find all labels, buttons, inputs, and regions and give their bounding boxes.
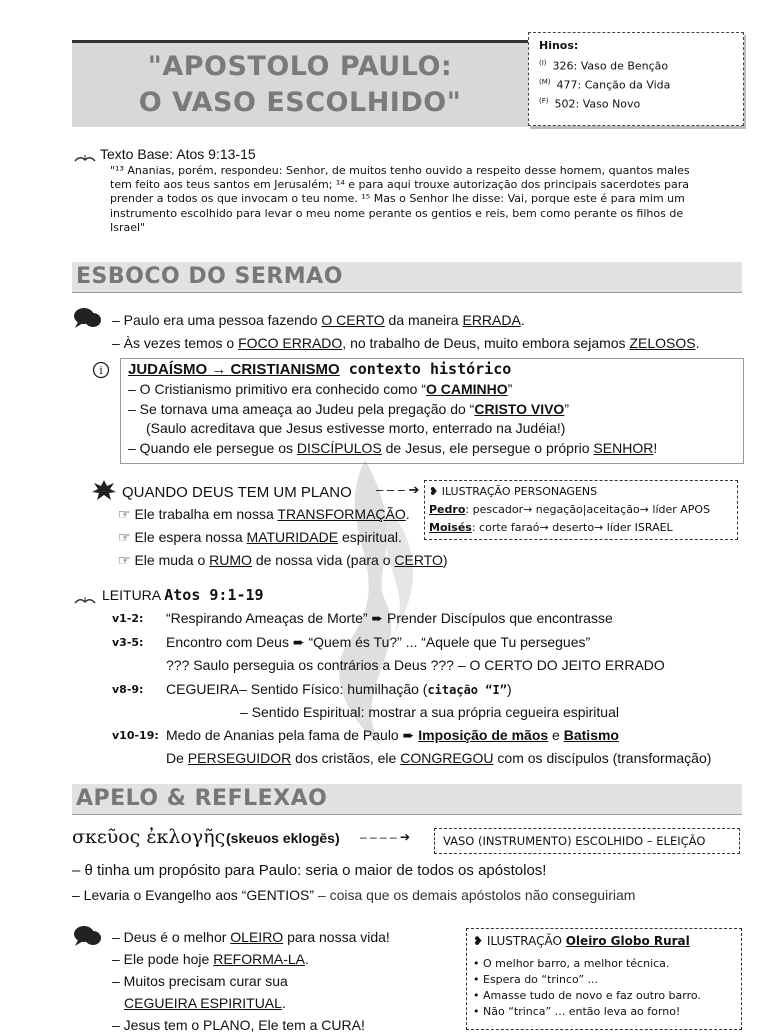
- hinos-header: Hinos:: [539, 39, 579, 52]
- apelo-bullet-2: – Ele pode hoje REFORMA-LA.: [112, 951, 309, 967]
- leitura-row-7: De PERSEGUIDOR dos cristãos, ele CONGREGOU com os discípulos (transformação): [166, 750, 712, 766]
- svg-text:i: i: [99, 364, 103, 377]
- oleiro-item: • Não “trinca” ... então leva ao forno!: [473, 1005, 681, 1018]
- ilustracao-row-2: Moisés: corte faraó→ deserto→ líder ISRAEL: [429, 521, 673, 534]
- greek-translit: (skeuos eklogēs): [226, 830, 340, 846]
- book-icon: [74, 148, 96, 167]
- verse-ref: v1-2:: [112, 612, 144, 625]
- plano-heading: QUANDO DEUS TEM UM PLANO: [122, 484, 352, 501]
- contexto-line-4: – Quando ele persegue os DISCÍPULOS de Jesus, ele persegue o próprio SENHOR!: [128, 440, 658, 456]
- ilustracao-row-1: Pedro: pescador→ negação|aceitação→ líder APOS: [429, 503, 711, 516]
- speech-bubbles-icon: [72, 306, 102, 334]
- title-line-2: O VASO ESCOLHIDO": [138, 87, 462, 118]
- pointer-icon: ☞: [118, 506, 135, 522]
- oleiro-item: • Amasse tudo de novo e faz outro barro.: [473, 989, 701, 1002]
- apelo-bullet-3b: CEGUEIRA ESPIRITUAL.: [124, 995, 286, 1011]
- verse-ref: v8-9:: [112, 683, 144, 696]
- ilustracao-personagens-box: [424, 480, 738, 540]
- contexto-line-3: (Saulo acreditava que Jesus estivesse morto, enterrado na Judéia!): [146, 420, 566, 436]
- oleiro-title: ❥ ILUSTRAÇÃO Oleiro Globo Rural: [473, 934, 690, 948]
- ilustracao-oleiro-box: [466, 928, 742, 1030]
- apelo-bullet-3: – Muitos precisam curar sua: [112, 973, 288, 989]
- greek-term: σκεῦος ἐκλογῆς: [72, 826, 226, 848]
- ilustracao-title: ❥ ILUSTRAÇÃO PERSONAGENS: [429, 485, 598, 498]
- contexto-line-2: – Se tornava uma ameaça ao Judeu pela pregação do “CRISTO VIVO”: [128, 401, 569, 417]
- leitura-row-3: ??? Saulo perseguia os contrários a Deus ??? – O CERTO DO JEITO ERRADO: [166, 657, 665, 673]
- vaso-text: VASO (INSTRUMENTO) ESCOLHIDO – ELEIÇÃO: [443, 834, 706, 848]
- book-icon: [74, 590, 96, 609]
- apelo-bullet-4: – Jesus tem o PLANO, Ele tem a CURA!: [112, 1017, 365, 1033]
- hino-item: $^{(F)}$ 502: Vaso Novo: [539, 97, 641, 111]
- dashed-arrow-icon: – – – ➔: [376, 482, 420, 497]
- leitura-row-4: CEGUEIRA– Sentido Físico: humilhação (citação “I”): [166, 681, 512, 697]
- speech-bubbles-icon: [72, 924, 102, 952]
- vaso-box: [434, 828, 740, 854]
- pointer-icon: ☞: [118, 529, 135, 545]
- apelo-bullet-1: – Deus é o melhor OLEIRO para nossa vida!: [112, 929, 390, 945]
- speech-icon: ❥: [429, 485, 439, 498]
- verse-ref: v3-5:: [112, 636, 144, 649]
- apelo-line-2: – Levaria o Evangelho aos “GENTIOS” – coisa que os demais apóstolos não conseguiriam: [72, 887, 636, 903]
- plano-item-2: ☞ Ele espera nossa MATURIDADE espiritual.: [118, 529, 402, 545]
- title-line-1: "APOSTOLO PAULO:: [147, 51, 453, 82]
- oleiro-item: • Espera do “trinco” ...: [473, 973, 599, 986]
- leitura-row-5: – Sentido Espiritual: mostrar a sua própria cegueira espiritual: [240, 704, 619, 720]
- hino-item: $^{(M)}$ 477: Canção da Vida: [539, 78, 671, 92]
- verse-ref: v10-19:: [112, 729, 159, 742]
- apelo-heading: APELO & REFLEXAO: [72, 784, 742, 815]
- contexto-title: JUDAÍSMO → CRISTIANISMO contexto histórico: [128, 360, 512, 378]
- contexto-line-1: – O Cristianismo primitivo era conhecido como “O CAMINHO”: [128, 381, 513, 397]
- leitura-label: LEITURA Atos 9:1-19: [102, 586, 264, 604]
- hinos-box: [528, 32, 744, 126]
- info-icon: [92, 361, 110, 383]
- leitura-row-2: Encontro com Deus ➨ “Quem és Tu?” ... “Aquele que Tu persegues”: [166, 634, 591, 650]
- leitura-row-1: “Respirando Ameaças de Morte” ➨ Prender Discípulos que encontrasse: [166, 610, 613, 626]
- apelo-line-1: – θ tinha um propósito para Paulo: seria o maior de todos os apóstolos!: [72, 862, 547, 879]
- title-box: [72, 40, 528, 127]
- hino-item: $^{(I)}$ 326: Vaso de Benção: [539, 59, 669, 73]
- dashed-arrow-icon: – – – – ➔: [360, 830, 411, 844]
- speech-icon: ❥: [473, 934, 484, 948]
- esboco-line-1: – Paulo era uma pessoa fazendo O CERTO da maneira ERRADA.: [112, 312, 525, 328]
- esboco-heading: ESBOCO DO SERMAO: [72, 262, 742, 293]
- texto-base-verse: "¹³ Ananias, porém, respondeu: Senhor, de muitos tenho ouvido a respeito desse homem, quantos males tem feito aos teus santos em Jerusalém; ¹⁴ e para aqui trouxe autorização dos principais sacerdotes para prender a todos os que invocam o teu nome. ¹⁵ Mas o Senhor lhe disse: Vai, porque este é para mim um instrumento escolhido para levar o meu nome perante os gentios e reis, bem como perante os filhos de Israel": [110, 164, 690, 234]
- burst-icon: [92, 480, 116, 504]
- oleiro-item: • O melhor barro, a melhor técnica.: [473, 957, 670, 970]
- esboco-line-2: – Às vezes temos o FOCO ERRADO, no trabalho de Deus, muito embora sejamos ZELOSOS.: [112, 335, 700, 351]
- pointer-icon: ☞: [118, 552, 135, 568]
- plano-item-3: ☞ Ele muda o RUMO de nossa vida (para o CERTO): [118, 552, 448, 568]
- leitura-row-6: Medo de Ananias pela fama de Paulo ➨ Imposição de mãos e Batismo: [166, 727, 619, 743]
- texto-base-label: Texto Base: Atos 9:13-15: [100, 146, 256, 162]
- plano-item-1: ☞ Ele trabalha em nossa TRANSFORMAÇÃO.: [118, 506, 410, 522]
